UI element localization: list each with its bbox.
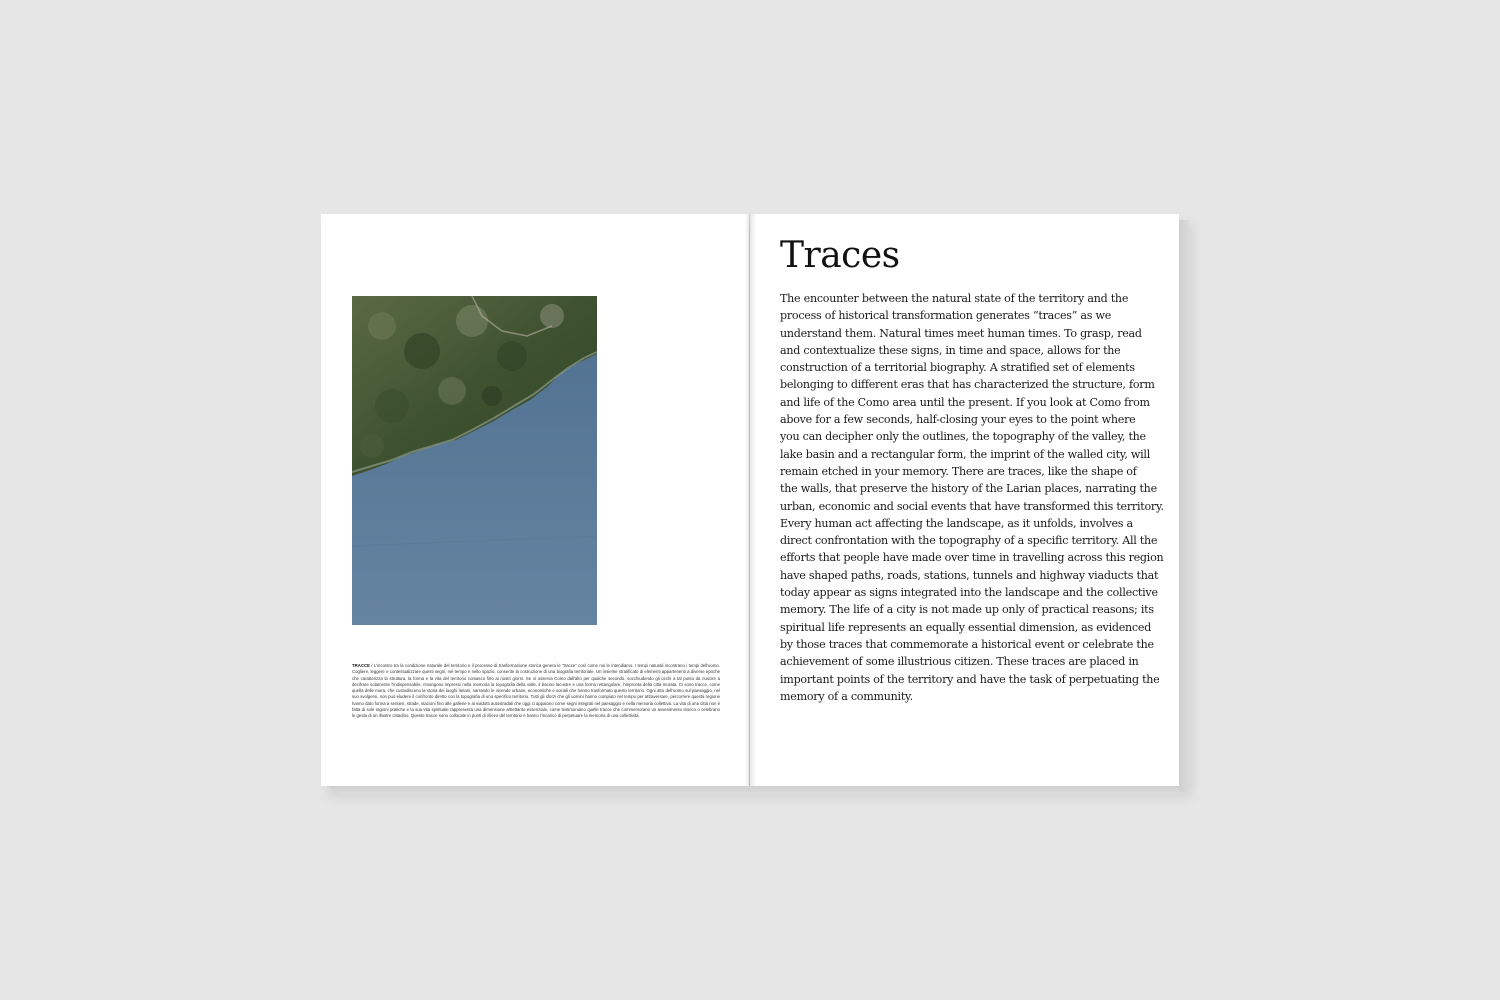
body-line: process of historical transformation generates “traces” as we	[780, 309, 1112, 323]
book-right-edge	[1179, 220, 1189, 792]
book-bottom-edge	[327, 786, 1189, 794]
body-line: understand them. Natural times meet human times. To grasp, read	[780, 326, 1142, 340]
body-line: achievement of some illustrious citizen. These traces are placed in	[780, 655, 1139, 669]
caption-tracce	[352, 663, 720, 720]
body-line: remain etched in your memory. There are traces, like the shape of	[780, 464, 1137, 478]
body-line: and life of the Como area until the present. If you look at Como from	[780, 395, 1150, 409]
left-page	[321, 214, 749, 786]
right-page	[750, 214, 1179, 786]
body-line: lake basin and a rectangular form, the imprint of the walled city, will	[780, 447, 1151, 461]
body-line: have shaped paths, roads, stations, tunnels and highway viaducts that	[780, 568, 1159, 582]
body-line: spiritual life represents an equally essential dimension, as evidenced	[780, 620, 1152, 634]
body-line: construction of a territorial biography. A stratified set of elements	[780, 361, 1135, 375]
open-book	[321, 214, 1179, 786]
body-line: above for a few seconds, half-closing your eyes to the point where	[780, 413, 1136, 427]
book-gutter	[745, 214, 757, 786]
body-line: by those traces that commemorate a historical event or celebrate the	[780, 637, 1154, 651]
page-title: Traces	[780, 235, 900, 276]
body-line: memory. The life of a city is not made up only of practical reasons; its	[780, 603, 1154, 617]
body-line: and contextualize these signs, in time and space, allows for the	[780, 343, 1121, 357]
body-text	[780, 290, 1164, 705]
aerial-lake-photo	[352, 296, 597, 625]
caption-text: / L'incontro tra la condizione naturale del territorio e il processo di trasformazione storica genera le "tracce" così come noi le intendiamo. I tempi naturali incontrano i tempi dell'uomo. Cogliere, leggere e contestualizzare questi segni, nel tempo e nello spazio, consente la costruzione di una biografia territoriale. Un insieme stratificato di elementi appartenenti a diverse epoche che caratterizza la struttura, la forma e la vita del territorio comasco fino ai nostri giorni. Se si osserva Como dall'alto per qualche secondo, socchiudendo gli occhi a tal punto da riuscire a decifrare solamente l'indispensabile, rimangono impressi nella memoria la topografia della valle, il bacino lacustre e una forma rettangolare, l'impronta della città murata. Ci sono tracce, come quella delle mura, che custodiscono la storia dei luoghi lariani, narrando le vicende urbane, economiche e sociali che hanno trasformato questo territorio. Ogni atto dell'uomo sul paesaggio, nel suo svolgersi, non può eludere il confronto diretto con la topografia di uno specifico territorio. Tutti gli sforzi che gli uomini hanno compiuto nel tempo per attraversare, percorrere questa regione hanno dato forma a sentieri, strade, stazioni fino alle gallerie e ai viadotti autostradali che oggi ci appaiono come segni integrati nel paesaggio e nella memoria collettiva. La vita di una città non è fatta di sole ragioni pratiche e la sua vita spirituale rappresenta una dimensione altrettanto essenziale, come testimoniano quelle tracce che commemorano un avvenimento storico o celebrano le gesta di un illustre cittadino. Queste tracce sono collocate in punti di rilievo del territorio e hanno l'incarico di perpetuare la memoria di una collettività.	[352, 663, 720, 719]
body-line: belonging to different eras that has characterized the structure, form	[780, 378, 1155, 392]
body-line: The encounter between the natural state of the territory and the	[780, 292, 1129, 305]
body-line: direct confrontation with the topography of a specific territory. All the	[780, 534, 1158, 548]
body-line: Every human act affecting the landscape, as it unfolds, involves a	[780, 516, 1133, 530]
body-line: efforts that people have made over time in travelling across this region	[780, 551, 1164, 565]
body-line: the walls, that preserve the history of the Larian places, narrating the	[780, 482, 1157, 496]
body-line: today appear as signs integrated into the landscape and the collective	[780, 586, 1158, 600]
caption-label: TRACCE	[352, 663, 370, 668]
body-line: memory of a community.	[780, 689, 913, 703]
body-line: you can decipher only the outlines, the topography of the valley, the	[780, 430, 1146, 444]
body-line: important points of the territory and have the task of perpetuating the	[780, 672, 1160, 686]
body-line: urban, economic and social events that have transformed this territory.	[780, 499, 1164, 513]
